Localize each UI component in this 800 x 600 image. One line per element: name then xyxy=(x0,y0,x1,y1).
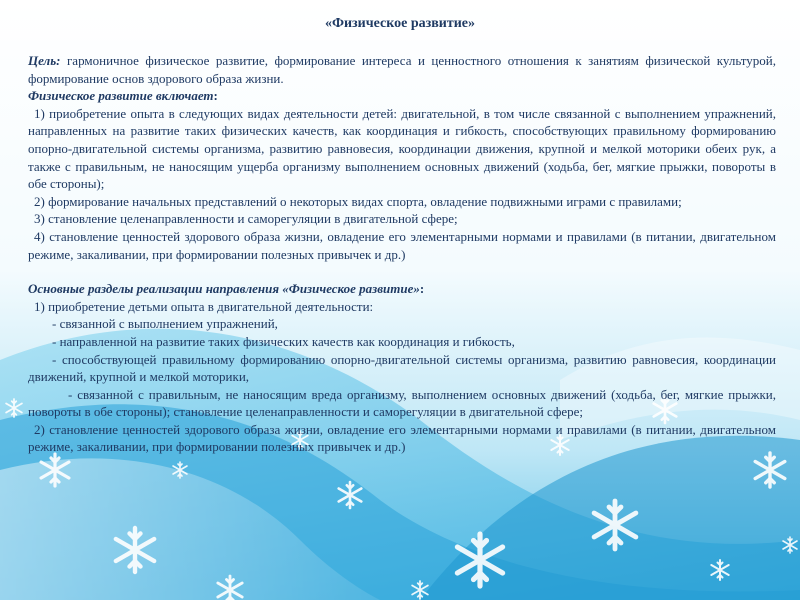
includes-label: Физическое развитие включает xyxy=(28,88,214,104)
includes-item-1: 1) приобретение опыта в следующих видах деятельности детей: двигательной, в том числе связанной с выполнением упражнений, направленных на развитие таких физических качеств, как координация и гибкость, способствующих правильному формированию опорно-двигательной системы организма, развитию равновесия, координации движения, крупной и мелкой моторики обеих рук, а также с правильным, не наносящим ущерба организму выполнением основных движений (ходьба, бег, мягкие прыжки, повороты в обе стороны); xyxy=(28,105,776,192)
sections-subitem-1: - связанной с выполнением упражнений, xyxy=(52,316,278,332)
sections-subitem-4: - связанной с правильным, не наносящим вреда организму, выполнением основных движений (ходьба, бег, мягкие прыжки, повороты в обе стороны); становление целенаправленности и саморегуляции в двигательной сфере; xyxy=(28,386,776,420)
includes-colon: : xyxy=(213,88,218,104)
sections-heading xyxy=(28,280,776,298)
includes-item-3: 3) становление целенаправленности и саморегуляции в двигательной сфере; xyxy=(34,211,458,227)
sections-item-2: 2) становление ценностей здорового образа жизни, овладение его элементарными нормами и правилами (в питании, двигательном режиме, закаливании, при формировании полезных привычек и др.) xyxy=(28,421,776,455)
goal-text: гармоничное физическое развитие, формирование интереса и ценностного отношения к занятиям физической культурой, формирование основ здорового образа жизни. xyxy=(28,53,776,86)
sections-subitem-2: - направленной на развитие таких физических качеств как координация и гибкость, xyxy=(52,333,515,349)
slide-title: «Физическое развитие» xyxy=(324,16,476,31)
includes-item-2: 2) формирование начальных представлений о некоторых видах спорта, овладение подвижными играми с правилами; xyxy=(34,193,682,209)
goal-label: Цель: xyxy=(28,53,61,68)
includes-item-4: 4) становление ценностей здорового образа жизни, овладение его элементарными нормами и правилами (в питании, двигательном режиме, закаливании, при формировании полезных привычек и др.) xyxy=(28,228,776,262)
sections-subitem-3: - способствующей правильному формированию опорно-двигательной системы организма, развитию равновесия, координации движений, крупной и мелкой моторики, xyxy=(28,351,776,385)
sections-label: Основные разделы реализации направления «Физическое развитие» xyxy=(28,281,420,297)
includes-heading xyxy=(28,87,776,105)
slide-body xyxy=(28,52,776,456)
goal-paragraph xyxy=(28,52,776,87)
sections-colon: : xyxy=(419,281,425,297)
spacer xyxy=(28,263,776,280)
sections-item-1: 1) приобретение детьми опыта в двигательной деятельности: xyxy=(34,298,374,314)
